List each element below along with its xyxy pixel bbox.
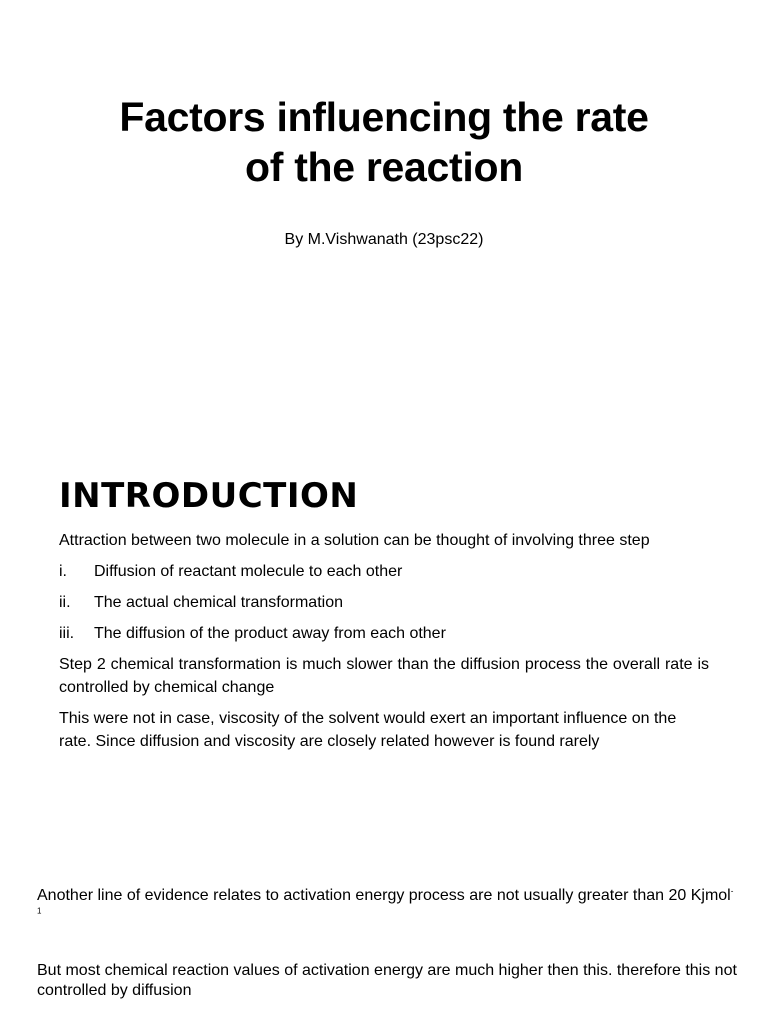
title-slide [0, 0, 768, 440]
activation-energy-paragraph [37, 886, 737, 926]
author-byline: By M.Vishwanath (23psc22) [284, 231, 484, 248]
reaction-steps-list [59, 560, 709, 645]
list-item-number: iii. [59, 625, 75, 642]
list-item [59, 591, 709, 614]
list-item-text: Diffusion of reactant molecule to each other [94, 563, 403, 580]
conclusion-paragraph: But most chemical reaction values of activation energy are much higher then this. therefore this not controlled by diffusion [37, 962, 737, 999]
introduction-body [59, 529, 709, 761]
unit-superscript: -1 [37, 886, 734, 916]
introduction-slide [0, 440, 768, 860]
list-item-number: i. [59, 563, 67, 580]
list-item [59, 622, 709, 645]
list-item-number: ii. [59, 594, 71, 611]
intro-paragraph-2: Step 2 chemical transformation is much slower than the diffusion process the overall rate is controlled by chemical change [59, 656, 709, 696]
activation-energy-text: Another line of evidence relates to activation energy process are not usually greater than 20 Kjmol [37, 887, 731, 904]
slide-title-line-2: of the reaction [245, 144, 523, 190]
list-item-text: The diffusion of the product away from each other [94, 625, 446, 642]
slide-title [0, 92, 768, 192]
intro-paragraph-3: This were not in case, viscosity of the solvent would exert an important influence on the rate. Since diffusion and viscosity are closely related however is found rarely [59, 710, 677, 750]
introduction-heading: INTRODUCTION [59, 476, 359, 516]
intro-paragraph-1: Attraction between two molecule in a solution can be thought of involving three step [59, 532, 650, 549]
list-item-text: The actual chemical transformation [94, 594, 343, 611]
list-item [59, 560, 709, 583]
activation-energy-slide [0, 860, 768, 1024]
slide-title-line-1: Factors influencing the rate [119, 94, 649, 140]
